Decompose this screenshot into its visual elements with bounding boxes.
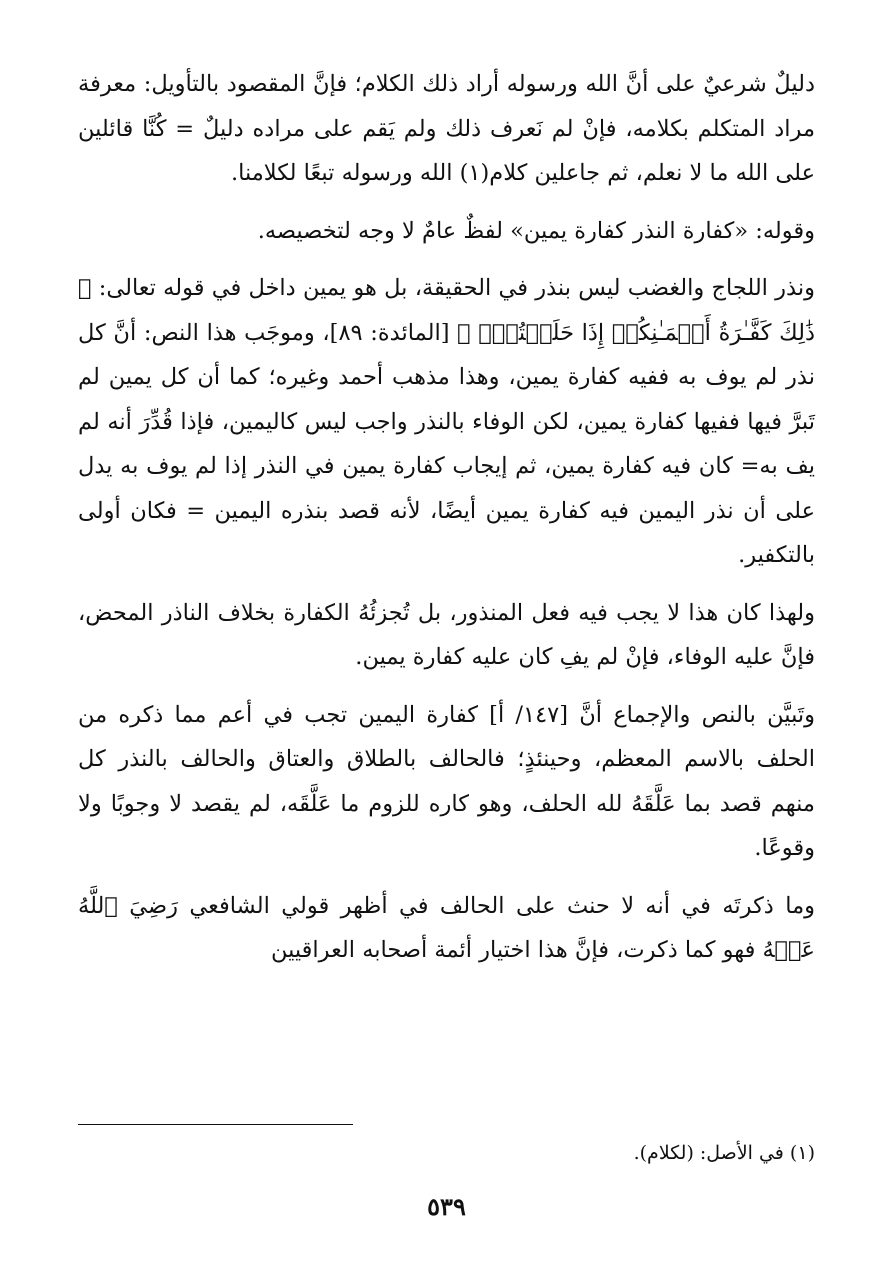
footnote: (١) في الأصل: (لكلام). [633, 1142, 815, 1164]
page-body [78, 62, 815, 986]
paragraph-3: ونذر اللجاج والغضب ليس بنذر في الحقيقة، بل هو يمين داخل في قوله تعالى: ﴿ ذَٰلِكَ كَفَّـٰرَةُ أَيۡمَـٰنِكُمۡ إِذَا حَلَفۡتُمۡۚ ﴾ [المائدة: ٨٩]، وموجَب هذا النص: أنَّ كل نذر لم يوف به ففيه كفارة يمين، وهذا مذهب أحمد وغيره؛ كما أن كل يمين لم تَبرَّ فيها ففيها كفارة يمين، لكن الوفاء بالنذر واجب ليس كاليمين، فإذا قُدِّرَ أنه لم يف به= كان فيه كفارة يمين، ثم إيجاب كفارة يمين في النذر إذا لم يوف به يدل على أن نذر اليمين فيه كفارة يمين أيضًا، لأنه قصد بنذره اليمين = فكان أولى بالتكفير. [78, 275, 815, 568]
paragraph-6: وما ذكرتَه في أنه لا حنث على الحالف في أظهر قولي الشافعي رَضِيَ ٱللَّهُ عَنۡهُ فهو كما ذكرت، فإنَّ هذا اختيار أئمة أصحابه العراقيين [78, 892, 815, 963]
paragraph-2: وقوله: «كفارة النذر كفارة يمين» لفظٌ عامٌ لا وجه لتخصيصه. [257, 217, 815, 244]
paragraph-4: ولهذا كان هذا لا يجب فيه فعل المنذور، بل تُجزئُهُ الكفارة بخلاف الناذر المحض، فإنَّ عليه الوفاء، فإنْ لم يفِ كان عليه كفارة يمين. [78, 599, 815, 670]
page-number: ٥٣٩ [427, 1192, 466, 1221]
paragraph-1: دليلٌ شرعيٌ على أنَّ الله ورسوله أراد ذلك الكلام؛ فإنَّ المقصود بالتأويل: معرفة مراد المتكلم بكلامه، فإنْ لم نَعرف ذلك ولم يَقم على مراده دليلٌ = كُنَّا قائلين على الله ما لا نعلم، ثم جاعلين كلام(١) الله ورسوله تبعًا لكلامنا. [78, 71, 815, 186]
paragraph-5: وتَبيَّن بالنص والإجماع أنَّ [١٤٧/ أ] كفارة اليمين تجب في أعم مما ذكره من الحلف بالاسم المعظم، وحينئذٍ؛ فالحالف بالطلاق والعتاق والحالف بالنذر كل منهم قصد بما عَلَّقَهُ لله الحلف، وهو كاره للزوم ما عَلَّقَه، لم يقصد لا وجوبًا ولا وقوعًا. [78, 701, 815, 861]
footnote-divider [78, 1124, 353, 1125]
